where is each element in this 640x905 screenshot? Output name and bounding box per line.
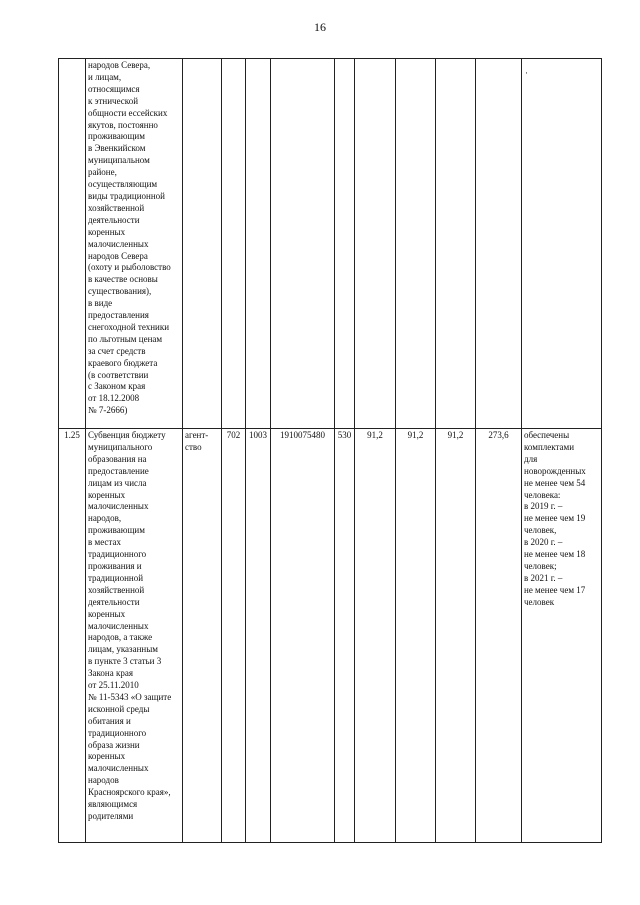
- cell-line: образа жизни: [88, 739, 140, 750]
- cell-line: для: [524, 453, 538, 464]
- cell-line: якутов, постоянно: [88, 119, 158, 130]
- cell-line: проживания и: [88, 560, 142, 571]
- cell-line: не менее чем 18: [524, 549, 586, 560]
- cell-line: лицам, указанным: [88, 644, 158, 655]
- value-2021: [436, 59, 476, 429]
- value-2020: 91,2: [396, 429, 436, 843]
- page-number: 16: [314, 20, 326, 34]
- cell-line: коренных: [88, 489, 126, 500]
- cell-line: существования),: [88, 286, 152, 297]
- table-row: [59, 429, 602, 843]
- cell-line: лицам из числа: [88, 477, 147, 488]
- cell-line: хозяйственной: [88, 202, 145, 213]
- cell-line: (в соответствии: [88, 369, 149, 380]
- cell-line: человек,: [524, 525, 557, 536]
- cell-line: и лицам,: [88, 71, 122, 82]
- value-2020: [396, 59, 436, 429]
- cell-line: (охоту и рыболовство: [88, 262, 171, 273]
- csr-cell: 1910075480: [271, 429, 335, 843]
- cell-line: к этнической: [88, 95, 139, 106]
- cell-line: проживающим: [88, 131, 145, 142]
- cell-line: малочисленных: [88, 501, 149, 512]
- vr-cell: 530: [335, 429, 355, 843]
- cell-line: по льготным ценам: [88, 333, 163, 344]
- cell-line: человек;: [524, 560, 557, 571]
- cell-line: традиционного: [88, 549, 147, 560]
- cell-line: народов,: [88, 513, 122, 524]
- cell-line: проживающим: [88, 525, 145, 536]
- cell-line: не менее чем 54: [524, 477, 586, 488]
- cell-line: предоставления: [88, 310, 149, 321]
- row-name: [86, 429, 183, 843]
- result-cell: [522, 59, 602, 429]
- cell-line: традиционного: [88, 727, 147, 738]
- cell-line: деятельности: [88, 214, 140, 225]
- cell-line: Закона края: [88, 668, 133, 679]
- value-total: [476, 59, 522, 429]
- cell-line: № 11-5343 «О защите: [88, 691, 172, 702]
- grbs-cell: [183, 429, 222, 843]
- cell-line: исконной среды: [88, 703, 150, 714]
- cell-line: образования на: [88, 453, 147, 464]
- cell-line: Красноярского края»,: [88, 787, 171, 798]
- row-number: [59, 59, 86, 429]
- rzpr-cell: 702: [222, 429, 246, 843]
- cell-line: Субвенция бюджету: [88, 430, 166, 440]
- row-number: 1.25: [59, 429, 86, 843]
- grbs-cell: [183, 59, 222, 429]
- cell-line: народов Севера,: [88, 60, 151, 70]
- cell-line: в 2019 г. –: [524, 501, 563, 512]
- cell-line: родителями: [88, 811, 134, 821]
- cell-line: от 18.12.2008: [88, 393, 140, 404]
- cell-line: не менее чем 19: [524, 513, 586, 524]
- cell-line: в местах: [88, 537, 121, 548]
- cell-line: коренных: [88, 608, 126, 619]
- cell-line: являющимся: [88, 799, 138, 810]
- cell-line: от 25.11.2010: [88, 680, 139, 691]
- cell-line: коренных: [88, 226, 126, 237]
- cell-line: обитания и: [88, 715, 131, 726]
- vr-cell: [335, 59, 355, 429]
- budget-table: [58, 58, 602, 843]
- value-2019: [355, 59, 396, 429]
- top-right-mark: ·: [525, 68, 528, 78]
- cell-line: народов Севера: [88, 250, 148, 261]
- row-name: [86, 59, 183, 429]
- cell-line: деятельности: [88, 596, 140, 607]
- section-cell: 1003: [246, 429, 271, 843]
- cell-line: предоставление: [88, 465, 149, 476]
- cell-line: народов: [88, 775, 119, 786]
- cell-line: в Эвенкийском: [88, 143, 146, 154]
- section-cell: [246, 59, 271, 429]
- cell-line: муниципального: [88, 441, 153, 452]
- cell-line: не менее чем 17: [524, 584, 586, 595]
- cell-line: ство: [185, 441, 202, 452]
- cell-line: в пункте 3 статьи 3: [88, 656, 162, 667]
- cell-line: малочисленных: [88, 238, 149, 249]
- cell-line: в 2020 г. –: [524, 537, 563, 548]
- cell-line: относящимся: [88, 83, 140, 94]
- value-total: 273,6: [476, 429, 522, 843]
- cell-line: осуществляющим: [88, 179, 158, 190]
- result-cell: [522, 429, 602, 843]
- cell-line: общности ессейских: [88, 107, 168, 118]
- cell-line: за счет средств: [88, 345, 146, 356]
- cell-line: человек: [524, 596, 555, 607]
- table-row: [59, 59, 602, 429]
- cell-line: хозяйственной: [88, 584, 145, 595]
- rzpr-cell: [222, 59, 246, 429]
- csr-cell: [271, 59, 335, 429]
- cell-line: снегоходной техники: [88, 321, 170, 332]
- cell-line: коренных: [88, 751, 126, 762]
- cell-line: с Законом края: [88, 381, 146, 392]
- cell-line: народов, а также: [88, 632, 153, 643]
- cell-line: краевого бюджета: [88, 357, 158, 368]
- cell-line: комплектами: [524, 441, 575, 452]
- cell-line: № 7-2666): [88, 405, 128, 416]
- cell-line: в 2021 г. –: [524, 572, 563, 583]
- value-2019: 91,2: [355, 429, 396, 843]
- cell-line: в качестве основы: [88, 274, 158, 285]
- cell-line: новорожденных: [524, 465, 586, 476]
- cell-line: обеспечены: [524, 430, 570, 440]
- cell-line: муниципальном: [88, 155, 150, 166]
- cell-line: традиционной: [88, 572, 144, 583]
- cell-line: малочисленных: [88, 620, 149, 631]
- cell-line: виды традиционной: [88, 190, 165, 201]
- cell-line: человека:: [524, 489, 561, 500]
- value-2021: 91,2: [436, 429, 476, 843]
- cell-line: малочисленных: [88, 763, 149, 774]
- cell-line: агент-: [185, 430, 209, 440]
- cell-line: в виде: [88, 298, 113, 309]
- cell-line: районе,: [88, 167, 117, 178]
